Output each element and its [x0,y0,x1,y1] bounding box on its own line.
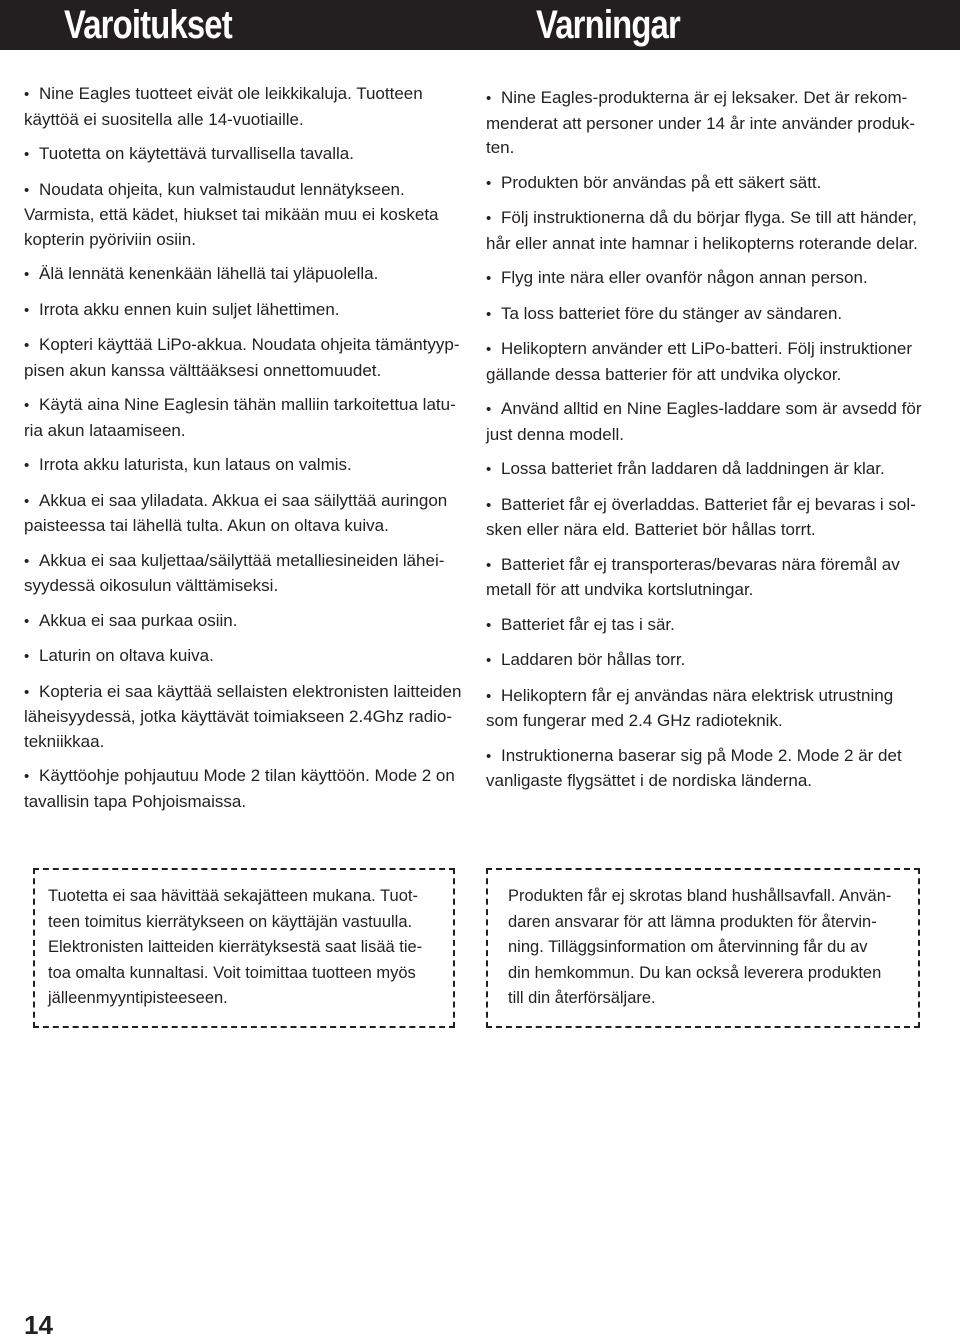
bullet-icon: • [486,616,492,634]
warning-item-fi [24,82,470,132]
warning-item-sv [486,493,926,543]
page-number: 14 [24,1310,53,1340]
warning-text: Flyg inte nära eller ovanför någon annan person. [501,268,868,287]
bullet-icon: • [486,305,492,323]
warning-item-fi [24,453,470,479]
warning-text: Batteriet får ej överladdas. Batteriet får ej bevaras i sol- sken eller nära eld. Batteriet bör hållas torrt. [486,494,916,539]
bullet-icon: • [24,301,30,319]
bullet-icon: • [24,768,30,785]
bullet-icon: • [486,401,492,418]
warning-text: Laturin on oltava kuiva. [39,646,214,665]
warning-item-fi [24,262,470,288]
warning-text: Instruktionerna baserar sig på Mode 2. Mode 2 är det vanligaste flygsättet i de nordiska länderna. [486,745,902,790]
bullet-icon: • [486,652,492,669]
bullet-icon: • [486,90,492,107]
warning-item-sv [486,86,926,161]
warning-item-fi [24,142,470,168]
warning-item-sv [486,648,926,674]
warning-text: Käyttöohje pohjautuu Mode 2 tilan käyttöön. Mode 2 on tavallisin tapa Pohjoismaissa. [24,766,455,811]
warning-item-sv [486,206,926,256]
warning-item-sv [486,337,926,387]
warning-text: Käytä aina Nine Eaglesin tähän malliin tarkoitettua latu- ria akun lataamiseen. [24,395,456,440]
warning-item-fi [24,680,470,755]
warning-text: Ta loss batteriet före du stänger av sändaren. [501,303,843,323]
warning-item-fi [24,178,470,253]
bullet-icon: • [486,687,492,705]
warning-text: Irrota akku ennen kuin suljet lähettimen. [39,299,340,319]
warning-item-sv [486,171,926,197]
bullet-icon: • [486,461,492,478]
bullet-icon: • [24,648,30,665]
bullet-icon: • [486,556,492,574]
page-title-finnish: Varoitukset [64,3,232,47]
bullet-icon: • [24,552,30,570]
warning-text: Följ instruktionerna då du börjar flyga. Se till att händer, hår eller annat inte hamnar i helikopterns roterande delar. [486,208,918,253]
bullet-icon: • [486,496,492,514]
warning-item-sv [486,684,926,734]
bullet-icon: • [486,270,492,287]
warning-text: Kopteria ei saa käyttää sellaisten elektronisten laitteiden läheisyydessä, jotka käyttävät toimiakseen 2.4Ghz radio- tekniikkaa. [24,681,462,751]
warning-text: Akkua ei saa yliladata. Akkua ei saa säilyttää auringon paisteessa tai lähellä tulta. Akun on oltava kuiva. [24,490,448,535]
warnings-list-finnish [24,82,470,824]
bullet-icon: • [24,397,30,414]
warning-item-sv [486,457,926,483]
warning-item-sv [486,397,926,447]
warning-item-fi [24,489,470,539]
warning-item-sv [486,613,926,639]
warning-text: Irrota akku laturista, kun lataus on valmis. [39,455,352,474]
warning-text: Akkua ei saa purkaa osiin. [39,610,238,630]
warning-item-fi [24,644,470,670]
warning-text: Nine Eagles-produkterna är ej leksaker. Det är rekom- menderat att personer under 14 år inte använder produk- ten. [486,88,916,157]
bullet-icon: • [24,266,30,283]
warning-text: Använd alltid en Nine Eagles-laddare som är avsedd för just denna modell. [486,399,922,444]
warning-text: Laddaren bör hållas torr. [501,650,686,669]
bullet-icon: • [486,210,492,227]
recycling-notice-swedish: Produkten får ej skrotas bland hushållsavfall. Använ- daren ansvarar för att lämna produkten för återvin- ning. Tilläggsinformation om återvinning får du av din hemkommun. Du kan också leverera produkten till din återförsäljare. [486,868,920,1028]
warning-text: Noudata ohjeita, kun valmistaudut lennätykseen. Varmista, että kädet, hiukset tai mikään muu ei kosketa kopterin pyöriviin osiin. [24,179,439,249]
bullet-icon: • [486,747,492,765]
bullet-icon: • [24,337,30,354]
bullet-icon: • [24,457,30,474]
warning-item-sv [486,553,926,603]
warning-text: Batteriet får ej transporteras/bevaras nära föremål av metall för att undvika kortslutningar. [486,554,900,599]
warning-text: Batteriet får ej tas i sär. [501,614,675,634]
header-bar [0,0,960,50]
bullet-icon: • [24,181,30,199]
bullet-icon: • [486,174,492,192]
warning-item-fi [24,393,470,443]
warning-text: Nine Eagles tuotteet eivät ole leikkikaluja. Tuotteen käyttöä ei suositella alle 14-vuotiaille. [24,84,423,129]
warning-text: Helikoptern får ej användas nära elektrisk utrustning som fungerar med 2.4 GHz radioteknik. [486,685,894,730]
warning-item-sv [486,266,926,292]
bullet-icon: • [486,341,492,358]
recycling-notice-finnish: Tuotetta ei saa hävittää sekajätteen mukana. Tuot- teen toimitus kierrätykseen on käyttäjän vastuulla. Elektronisten laitteiden kierrätyksestä saat lisää tie- toa omalta kunnaltasi. Voit toimittaa tuotteen myös jälleenmyyntipisteeseen. [33,868,455,1028]
bullet-icon: • [24,683,30,701]
warnings-list-swedish [486,86,926,804]
warning-text: Lossa batteriet från laddaren då laddningen är klar. [501,459,885,478]
warning-text: Kopteri käyttää LiPo-akkua. Noudata ohjeita tämäntyyp- pisen akun kanssa välttääksesi onnettomuudet. [24,335,460,380]
warning-item-fi [24,298,470,324]
bullet-icon: • [24,86,30,103]
warning-text: Akkua ei saa kuljettaa/säilyttää metalliesineiden lähei- syydessä oikosulun välttämiseksi. [24,550,445,595]
warning-item-sv [486,744,926,794]
warning-item-sv [486,302,926,328]
bullet-icon: • [24,146,30,163]
warning-item-fi [24,333,470,383]
warning-item-fi [24,549,470,599]
warning-item-fi [24,764,470,814]
page-title-swedish: Varningar [536,3,680,47]
warning-text: Tuotetta on käytettävä turvallisella tavalla. [39,144,354,163]
bullet-icon: • [24,612,30,630]
warning-item-fi [24,609,470,635]
warning-text: Produkten bör användas på ett säkert sätt. [501,172,822,192]
bullet-icon: • [24,492,30,510]
warning-text: Älä lennätä kenenkään lähellä tai yläpuolella. [39,264,379,283]
warning-text: Helikoptern använder ett LiPo-batteri. Följ instruktioner gällande dessa batterier för att undvika olyckor. [486,339,913,384]
